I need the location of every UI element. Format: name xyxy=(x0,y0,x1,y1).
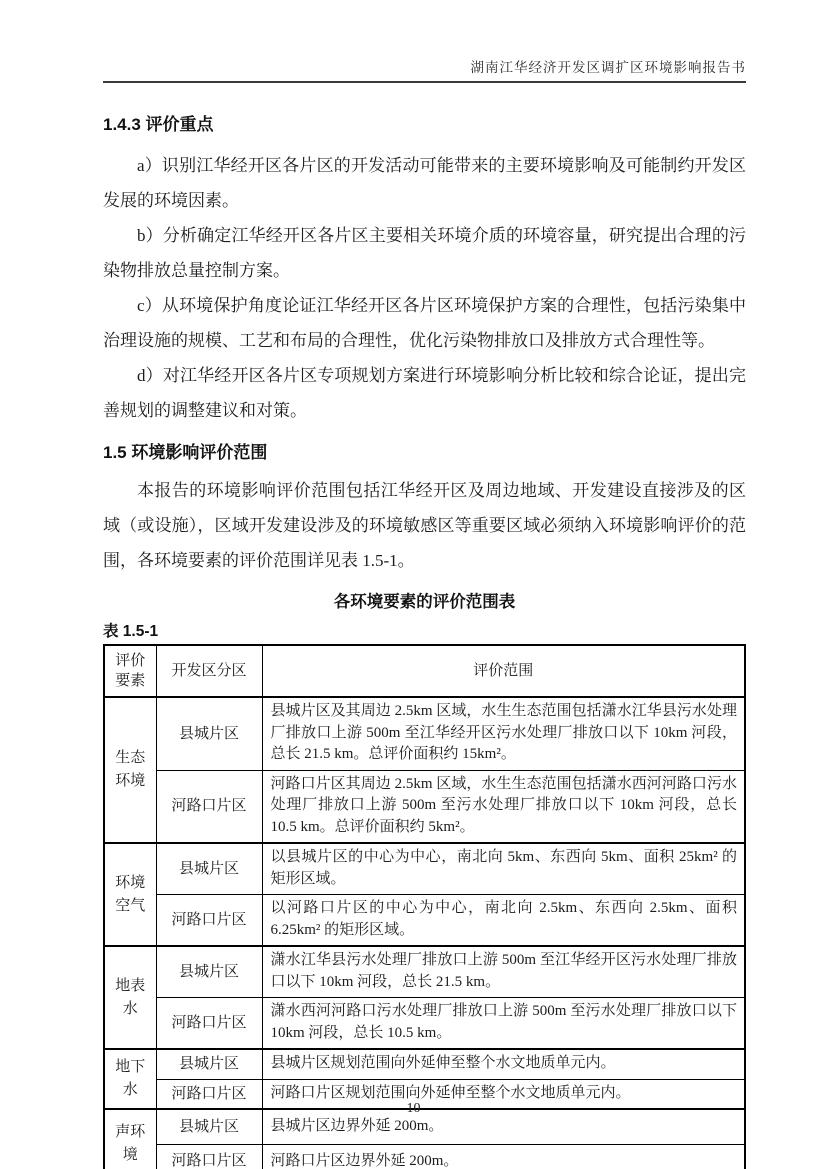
scope-cell: 潇水江华县污水处理厂排放口上游 500m 至江华经开区污水处理厂排放口以下 10km 河段，总长 21.5 km。 xyxy=(262,946,745,998)
scope-cell: 河路口片区规划范围向外延伸至整个水文地质单元内。 xyxy=(262,1079,745,1109)
factor-cell: 环境空气 xyxy=(104,843,156,946)
table-label: 表 1.5-1 xyxy=(103,623,159,640)
zone-cell: 县城片区 xyxy=(156,1049,262,1079)
scope-cell: 县城片区规划范围向外延伸至整个水文地质单元内。 xyxy=(262,1049,745,1079)
section-heading-1-4-3: 1.4.3 评价重点 xyxy=(103,115,214,134)
factor-cell: 声环境 xyxy=(104,1109,156,1169)
table-row xyxy=(104,1144,745,1169)
table-row xyxy=(104,998,745,1050)
scope-cell: 河路口片区边界外延 200m。 xyxy=(262,1144,745,1169)
zone-cell: 河路口片区 xyxy=(156,998,262,1050)
table-row xyxy=(104,895,745,947)
table-row xyxy=(104,1049,745,1079)
table-row xyxy=(104,697,745,770)
factor-cell: 生态环境 xyxy=(104,697,156,843)
table-row xyxy=(104,946,745,998)
zone-cell: 河路口片区 xyxy=(156,770,262,843)
table-row xyxy=(104,843,745,895)
paragraph-item-b: b）分析确定江华经开区各片区主要相关环境介质的环境容量，研究提出合理的污染物排放总量控制方案。 xyxy=(103,226,746,280)
col-header-factor: 评价要素 xyxy=(104,645,156,697)
paragraph-scope-intro: 本报告的环境影响评价范围包括江华经开区及周边地域、开发建设直接涉及的区域（或设施），区域开发建设涉及的环境敏感区等重要区域必须纳入环境影响评价的范围，各环境要素的评价范围详见表 1.5-1。 xyxy=(103,481,746,570)
page-body xyxy=(103,110,746,1169)
zone-cell: 河路口片区 xyxy=(156,1079,262,1109)
scope-cell: 以河路口片区的中心为中心，南北向 2.5km、东西向 2.5km、面积 6.25km² 的矩形区域。 xyxy=(262,895,745,947)
scope-cell: 以县城片区的中心为中心，南北向 5km、东西向 5km、面积 25km² 的矩形区域。 xyxy=(262,843,745,895)
zone-cell: 县城片区 xyxy=(156,1109,262,1144)
col-header-scope: 评价范围 xyxy=(262,645,745,697)
evaluation-scope-table xyxy=(103,644,746,1169)
paragraph-item-c: c）从环境保护角度论证江华经开区各片区环境保护方案的合理性，包括污染集中治理设施的规模、工艺和布局的合理性，优化污染物排放口及排放方式合理性等。 xyxy=(103,296,746,350)
col-header-zone: 开发区分区 xyxy=(156,645,262,697)
factor-cell: 地表水 xyxy=(104,946,156,1049)
running-header-title: 湖南江华经济开发区调扩区环境影响报告书 xyxy=(470,60,746,75)
page-number: 10 xyxy=(406,1101,421,1116)
zone-cell: 河路口片区 xyxy=(156,1144,262,1169)
scope-cell: 县城片区边界外延 200m。 xyxy=(262,1109,745,1144)
zone-cell: 河路口片区 xyxy=(156,895,262,947)
page-header xyxy=(103,56,746,83)
zone-cell: 县城片区 xyxy=(156,946,262,998)
header-divider xyxy=(103,81,746,83)
section-heading-1-5: 1.5 环境影响评价范围 xyxy=(103,443,268,462)
zone-cell: 县城片区 xyxy=(156,697,262,770)
zone-cell: 县城片区 xyxy=(156,843,262,895)
table-title: 各环境要素的评价范围表 xyxy=(333,593,516,611)
scope-cell: 县城片区及其周边 2.5km 区域，水生生态范围包括潇水江华县污水处理厂排放口上游 500m 至江华经开区污水处理厂排放口以下 10km 河段，总长 21.5 km。总评价面积约 15km²。 xyxy=(262,697,745,770)
table-header-row xyxy=(104,645,745,697)
scope-cell: 潇水西河河路口污水处理厂排放口上游 500m 至污水处理厂排放口以下 10km 河段，总长 10.5 km。 xyxy=(262,998,745,1050)
table-row xyxy=(104,770,745,843)
paragraph-item-d: d）对江华经开区各片区专项规划方案进行环境影响分析比较和综合论证，提出完善规划的调整建议和对策。 xyxy=(103,366,746,420)
paragraph-item-a: a）识别江华经开区各片区的开发活动可能带来的主要环境影响及可能制约开发区发展的环境因素。 xyxy=(103,156,746,210)
scope-cell: 河路口片区其周边 2.5km 区域，水生生态范围包括潇水西河河路口污水处理厂排放口上游 500m 至污水处理厂排放口以下 10km 河段，总长 10.5 km。总评价面积约 5km²。 xyxy=(262,770,745,843)
page-footer xyxy=(0,1101,827,1117)
factor-cell: 地下水 xyxy=(104,1049,156,1109)
